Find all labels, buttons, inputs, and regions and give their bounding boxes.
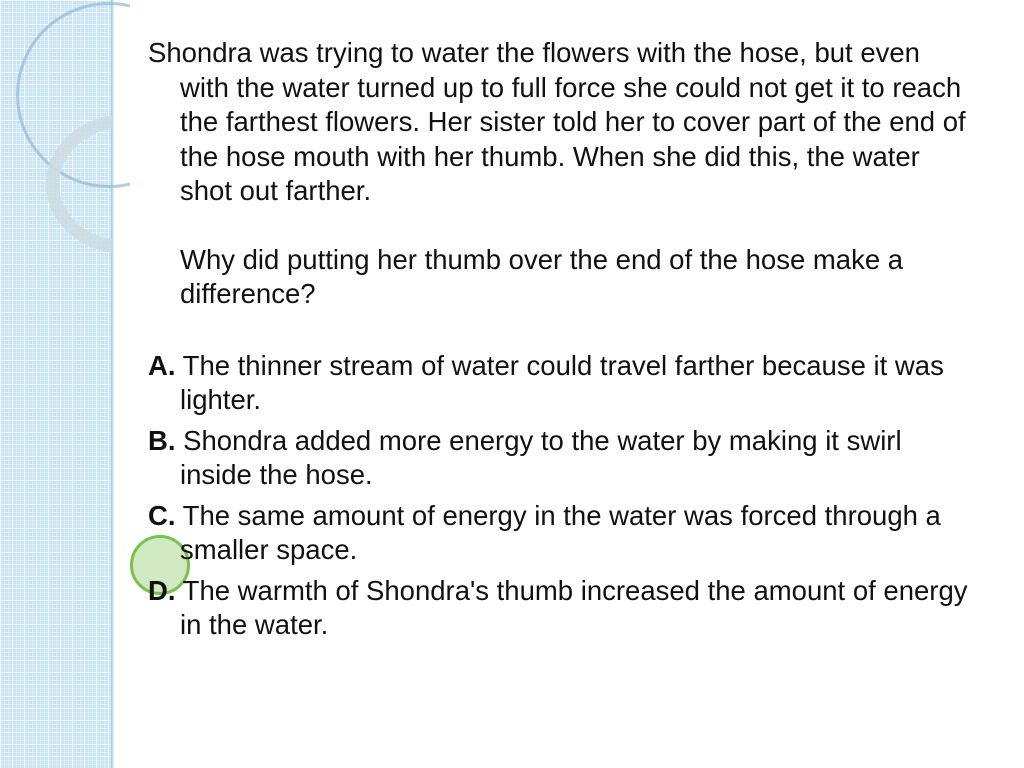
slide-content [148,36,968,649]
choice-text: The warmth of Shondra's thumb increased the amount of energy in the water. [175,574,968,640]
choice-letter: C. [148,499,176,531]
choice-letter: A. [148,349,176,381]
passage-text: Shondra was trying to water the flowers with the hose, but even with the water turned up to full force she could not get it to reach the farthest flowers. Her sister told her to cover part of the end of the hose mouth with her thumb. When she did this, the water shot out farther. [148,37,966,206]
choice-c[interactable] [148,499,968,568]
choice-letter: D. [148,574,176,606]
choice-letter: B. [148,424,176,456]
choice-a[interactable] [148,349,968,418]
choice-b[interactable] [148,424,968,493]
choice-text: Shondra added more energy to the water by making it swirl inside the hose. [175,424,902,490]
choice-d[interactable] [148,574,968,643]
question-text: Why did putting her thumb over the end of the hose make a difference? [180,243,904,309]
answer-choices [148,349,968,643]
choice-text: The same amount of energy in the water was forced through a smaller space. [175,499,941,565]
choice-text: The thinner stream of water could travel farther because it was lighter. [175,349,944,415]
